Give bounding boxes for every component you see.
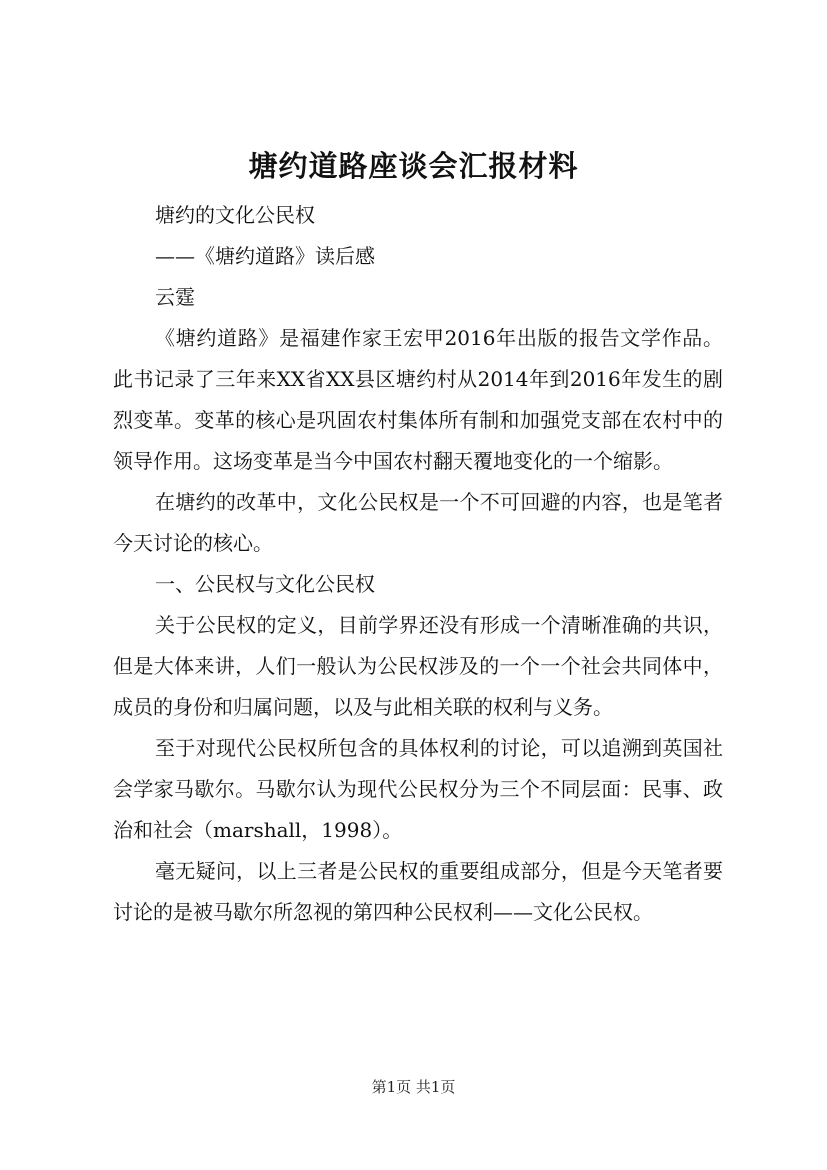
body-paragraph: 关于公民权的定义，目前学界还没有形成一个清晰准确的共识，但是大体来讲，人们一般认为公民权涉及的一个一个社会共同体中，成员的身份和归属问题，以及与此相关联的权利与义务。 [113,613,723,719]
body-paragraph: 毫无疑问，以上三者是公民权的重要组成部分，但是今天笔者要讨论的是被马歇尔所忽视的第四种公民权利——文化公民权。 [113,859,723,924]
body-paragraph: 在塘约的改革中，文化公民权是一个不可回避的内容，也是笔者今天讨论的核心。 [113,490,723,555]
document-title: 塘约道路座谈会汇报材料 [248,149,579,183]
body-paragraph: 《塘约道路》是福建作家王宏甲2016年出版的报告文学作品。此书记录了三年来XX省XX县区塘约村从2014年到2016年发生的剧烈变革。变革的核心是巩固农村集体所有制和加强党支部在农村中的领导作用。这场变革是当今中国农村翻天覆地变化的一个缩影。 [113,326,723,473]
subtitle-line: 塘约的文化公民权 [155,203,315,227]
page-footer: 第1页 共1页 [371,1078,456,1096]
document-body [113,195,723,933]
section-heading: 一、公民权与文化公民权 [155,572,375,596]
author-name: 云霆 [155,285,195,309]
subtitle-reading-note: ——《塘约道路》读后感 [155,244,375,268]
body-paragraph: 至于对现代公民权所包含的具体权利的讨论，可以追溯到英国社会学家马歇尔。马歇尔认为现代公民权分为三个不同层面：民事、政治和社会（marshall，1998）。 [113,736,723,842]
